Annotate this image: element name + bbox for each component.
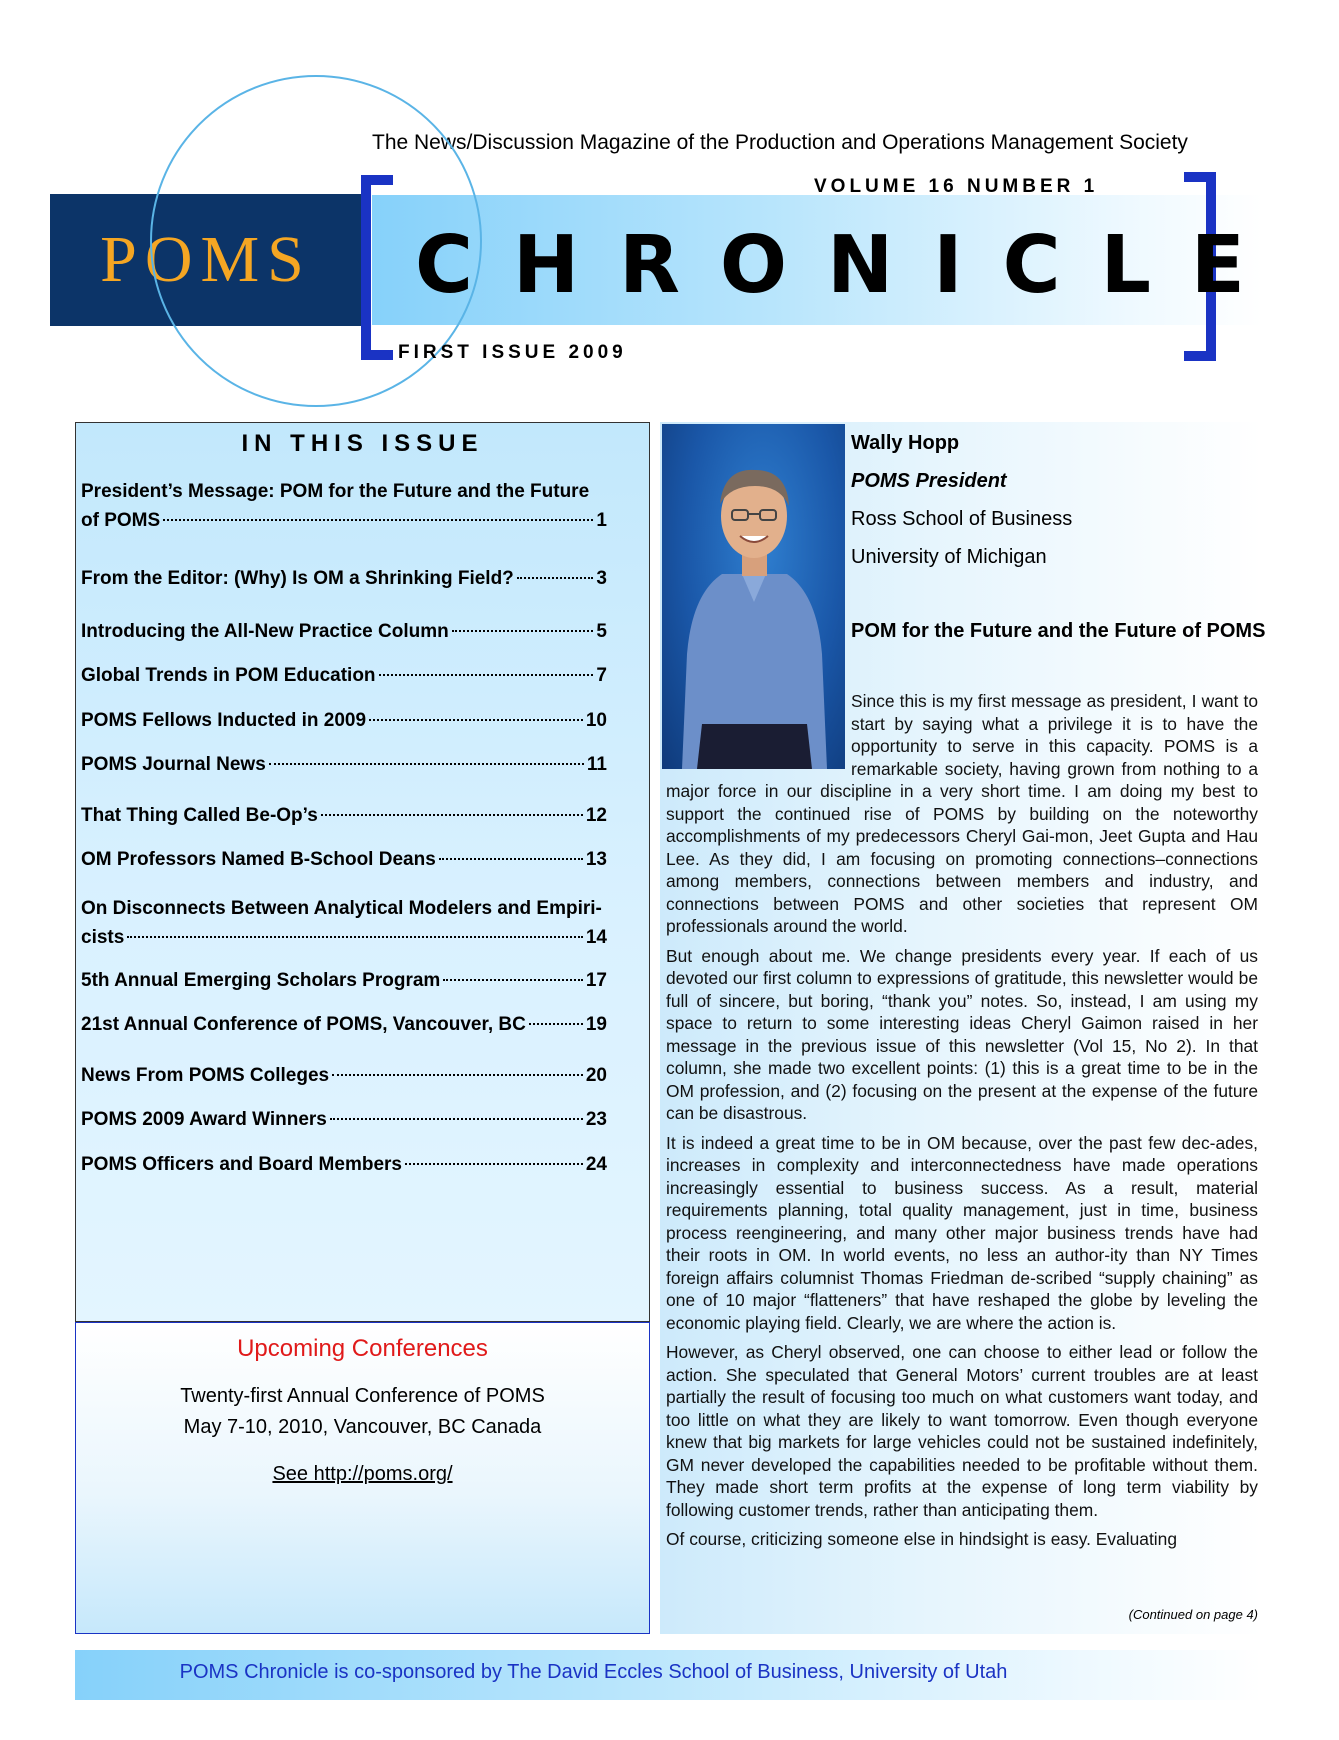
toc-entry[interactable] — [81, 1010, 607, 1039]
toc-entry-page: 10 — [585, 710, 607, 731]
toc-entry-title: of POMS — [81, 510, 161, 531]
toc-entry-page: 13 — [585, 849, 607, 870]
toc-entry-title: News From POMS Colleges — [81, 1065, 330, 1086]
toc-entry[interactable] — [81, 617, 607, 646]
toc-entry-title: POMS Fellows Inducted in 2009 — [81, 710, 367, 731]
article-paragraph: Since this is my first message as president, I want to start by saying what a privilege it is to have the opportunity to serve in this capacity. POMS is a remarkable society, having grown from nothing to a major force in our discipline in a very short time. I am doing my best to support the continued rise of POMS by building on the noteworthy accomplishments of my predecessors Cheryl Gai-mon, Jeet Gupta and Hau Lee. As they did, I am focusing on promoting connections–connections among members, connections between members and industry, and connections between POMS and other societies that represent OM professionals around the world. — [666, 691, 1258, 936]
toc-entry-title: That Thing Called Be-Op’s — [81, 805, 318, 826]
toc-entry-title: OM Professors Named B-School Deans — [81, 849, 436, 870]
toc-entry[interactable] — [81, 845, 607, 874]
author-school: Ross School of Business — [851, 508, 1073, 530]
article-paragraph: Of course, criticizing someone else in hindsight is easy. Evaluating — [666, 1529, 1178, 1549]
toc-entry[interactable] — [81, 477, 607, 535]
conference-link[interactable]: See http://poms.org/ — [272, 1463, 453, 1485]
toc-entry-title: 5th Annual Emerging Scholars Program — [81, 970, 441, 991]
toc-entry-page: 24 — [585, 1154, 607, 1175]
toc-entry[interactable] — [81, 706, 607, 735]
article-paragraph: But enough about me. We change presidents every year. If each of us devoted our first column to expressions of gratitude, this newsletter would be full of sincere, but boring, “thank you” notes. So, instead, I am using my space to return to some interesting ideas Cheryl Gaimon raised in her message in the previous issue of this newsletter (Vol 15, No 2). In that column, she made two excellent points: (1) this is a great time to be in the OM profession, and (2) focusing on the present at the expense of the future can be disastrous. — [666, 945, 1258, 1123]
toc-entry-page: 1 — [596, 510, 607, 531]
footer-sponsor-text: POMS Chronicle is co-sponsored by The David Eccles School of Business, University of Utah — [179, 1661, 1008, 1683]
left-bracket — [361, 175, 393, 360]
toc-entry-page: 12 — [585, 805, 607, 826]
masthead-tagline: The News/Discussion Magazine of the Production and Operations Management Society — [372, 131, 1188, 154]
toc-entry-page: 23 — [585, 1109, 607, 1130]
toc-entry-title: cists — [81, 927, 125, 948]
poms-logo: POMS — [100, 223, 312, 296]
toc-entry[interactable] — [81, 1105, 607, 1134]
toc-entry-page: 14 — [585, 927, 607, 948]
author-name: Wally Hopp — [851, 432, 960, 454]
article-headline: POM for the Future and the Future of POMS — [851, 620, 1266, 642]
toc-entry-title: 21st Annual Conference of POMS, Vancouver, BC — [81, 1014, 526, 1035]
toc-entry-page: 19 — [585, 1014, 607, 1035]
conference-date: May 7-10, 2010, Vancouver, BC Canada — [183, 1416, 542, 1438]
toc-entry[interactable] — [81, 564, 607, 593]
toc-entry-title: POMS Officers and Board Members — [81, 1154, 402, 1175]
masthead-title: CHRONICLE — [415, 219, 1285, 311]
toc-entry-page: 20 — [585, 1065, 607, 1086]
toc-entry-title: From the Editor: (Why) Is OM a Shrinking Field? — [81, 568, 514, 589]
issue-label: FIRST ISSUE 2009 — [398, 342, 627, 363]
continued-note: (Continued on page 4) — [1128, 1607, 1258, 1622]
toc-entry[interactable] — [81, 1150, 607, 1179]
author-university: University of Michigan — [851, 546, 1047, 568]
toc-entry-page: 7 — [596, 665, 607, 686]
toc-entry[interactable] — [81, 801, 607, 830]
toc-entry-title: Introducing the All-New Practice Column — [81, 621, 449, 642]
volume-number: VOLUME 16 NUMBER 1 — [814, 176, 1099, 197]
toc-entry[interactable] — [81, 750, 607, 779]
conferences-heading: Upcoming Conferences — [237, 1335, 488, 1362]
article-paragraph: It is indeed a great time to be in OM because, over the past few dec-ades, increases in complexity and interconnectedness have made operations increasingly essential to business success. As a result, material requirements planning, total quality management, just in time, business process reengineering, and many other major business trends have had their roots in OM. In world events, no less an author-ity than NY Times foreign affairs columnist Thomas Friedman de-scribed “supply chaining” as one of 10 major “flatteners” that have reshaped the globe by leveling the economic playing field. Clearly, we are where the action is. — [666, 1132, 1258, 1333]
toc-heading: IN THIS ISSUE — [241, 430, 484, 457]
toc-entry-page: 5 — [596, 621, 607, 642]
toc-entry-title: POMS Journal News — [81, 754, 266, 775]
toc-entry-title: POMS 2009 Award Winners — [81, 1109, 327, 1130]
toc-entry[interactable] — [81, 966, 607, 995]
author-title: POMS President — [851, 470, 1007, 492]
toc-entry[interactable] — [81, 1061, 607, 1090]
article-paragraph: However, as Cheryl observed, one can choose to either lead or follow the action. She speculated that General Motors’ current troubles are at least partially the result of focusing too much on what customers want today, and too little on what they are likely to want tomorrow. Even though everyone knew that big markets for large vehicles could not be sustained indefinitely, GM never developed the capabilities needed to be profitable without them. They made short term profits at the expense of long term viability by following customer trends, rather than anticipating them. — [666, 1342, 1258, 1520]
toc-entry[interactable] — [81, 894, 607, 952]
toc-entry-line: President’s Message: POM for the Future and the Future — [81, 481, 590, 502]
toc-entry-line: On Disconnects Between Analytical Modelers and Empiri- — [81, 898, 602, 919]
toc-entry[interactable] — [81, 661, 607, 690]
toc-entry-page: 11 — [586, 754, 607, 775]
toc-entry-page: 3 — [596, 568, 607, 589]
toc-entry-title: Global Trends in POM Education — [81, 665, 376, 686]
article-body — [666, 690, 1258, 1558]
conference-name: Twenty-first Annual Conference of POMS — [180, 1385, 545, 1407]
toc-entry-page: 17 — [585, 970, 607, 991]
